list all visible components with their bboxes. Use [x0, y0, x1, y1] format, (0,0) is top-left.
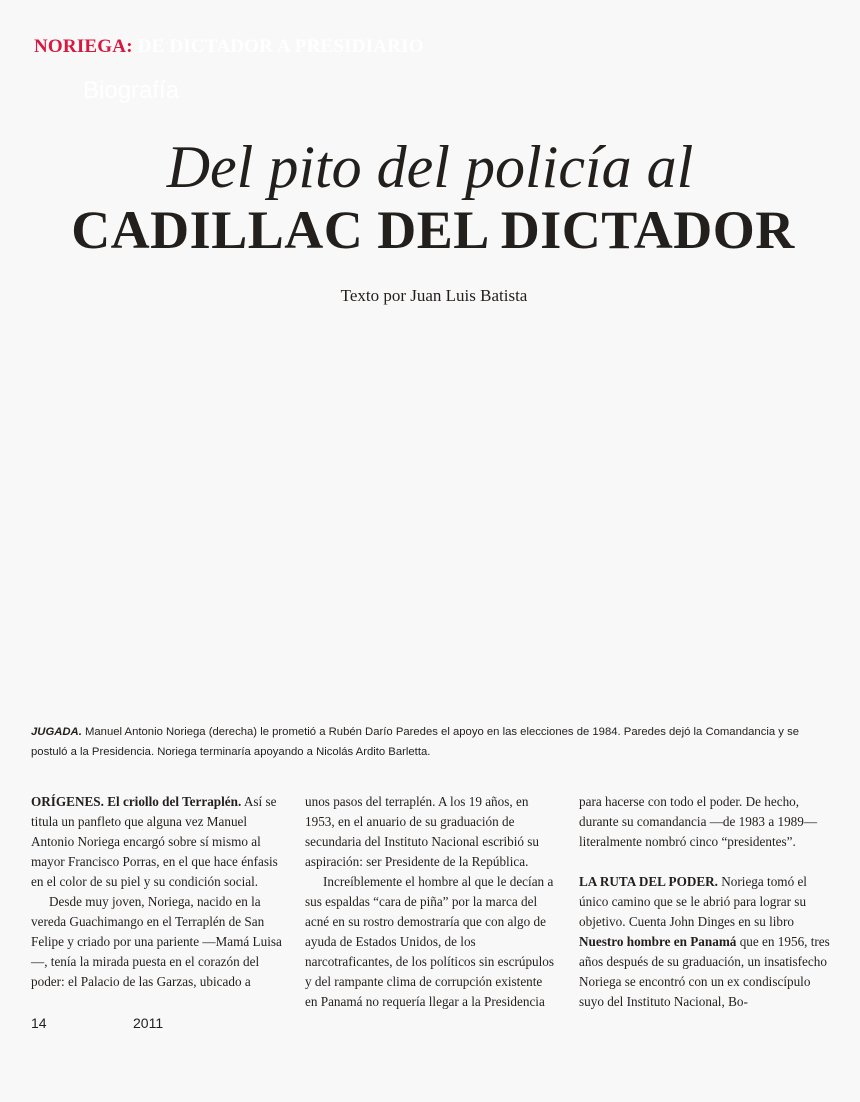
headline-line-1: Del pito del policía al — [166, 134, 694, 200]
series-subtitle: DE DICTADOR A PRESIDIARIO — [137, 36, 424, 57]
byline: Texto por Juan Luis Batista — [340, 286, 528, 305]
headline-line-2: CADILLAC DEL DICTADOR — [71, 200, 795, 260]
paragraph-text: Noriega tomó el único camino que se le abrió para lograr su objetivo. Cuenta John Dinges en su libro — [579, 874, 807, 929]
photo-caption — [31, 722, 831, 762]
section-heading: LA RUTA DEL PODER. — [579, 874, 718, 889]
series-label: NORIEGA: — [34, 36, 133, 57]
paragraph: para hacerse con todo el poder. De hecho, durante su comandancia —de 1983 a 1989— literalmente nombró cinco “presidentes”. — [579, 794, 818, 849]
paragraph — [31, 792, 283, 892]
book-title: Nuestro hombre en Panamá — [579, 934, 737, 949]
section-heading: ORÍGENES. El criollo del Terraplén. — [31, 794, 242, 809]
body-column-1 — [31, 792, 283, 992]
paragraph: Increíblemente el hombre al que le decían a sus espaldas “cara de piña” por la marca del acné en su rostro demostraría que con algo de ayuda de Estados Unidos, de los narcotraficantes, de los políticos sin escrúpulos y del rampante clima de corrupción existente en Panamá no requería llegar a la Presidencia — [305, 874, 555, 1009]
page-number: 14 — [31, 1015, 47, 1031]
paragraph-text: que en 1956, tres años después de su graduación, un insatisfecho Noriega se encontró con un ex condiscípulo suyo del Instituto Nacional, Bo- — [579, 934, 830, 1009]
body-column-3 — [579, 792, 831, 1012]
paragraph: unos pasos del terraplén. A los 19 años, en 1953, en el anuario de su graduación de secundaria del Instituto Nacional escribió su aspiración: ser Presidente de la República. — [305, 794, 540, 869]
paragraph-text: Así se titula un panfleto que alguna vez Manuel Antonio Noriega encargó sobre sí mismo al mayor Francisco Porras, en el que hace énfasis en el color de su piel y su condición social. — [31, 794, 278, 889]
caption-text: Manuel Antonio Noriega (derecha) le prometió a Rubén Darío Paredes el apoyo en las elecciones de 1984. Paredes dejó la Comandancia y se postuló a la Presidencia. Noriega terminaría apoyando a Nicolás Ardito Barletta. — [31, 726, 800, 758]
article-body — [31, 792, 831, 1009]
paragraph — [579, 872, 831, 1012]
paragraph: Desde muy joven, Noriega, nacido en la vereda Guachimango en el Terraplén de San Felipe y criado por una pariente —Mamá Luisa—, tenía la mirada puesta en el corazón del poder: el Palacio de las Garzas, ubicado a — [31, 894, 282, 989]
caption-lead: JUGADA. — [31, 726, 82, 738]
section-kicker: Biografía — [83, 77, 180, 104]
section-header — [34, 35, 424, 59]
issue-year: 2011 — [133, 1015, 164, 1031]
body-column-2 — [305, 792, 557, 1012]
